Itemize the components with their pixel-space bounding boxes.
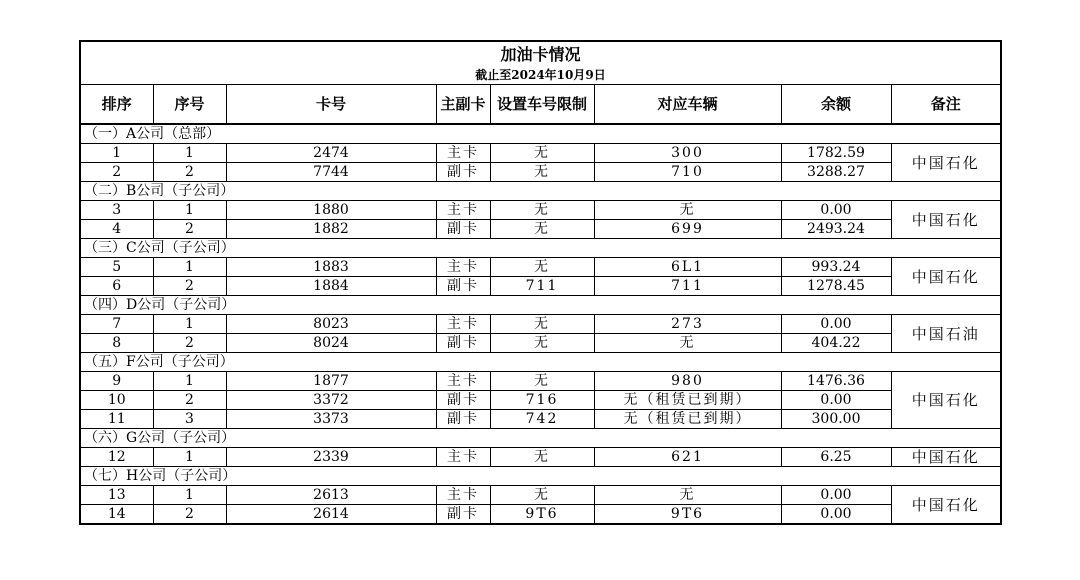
cell-plate-limit: 716 [490, 391, 594, 410]
cell-vehicle: 无 [594, 486, 781, 505]
cell-balance: 0.00 [781, 505, 891, 525]
cell-vehicle: 无（租赁已到期） [594, 391, 781, 410]
cell-plate-limit: 742 [490, 410, 594, 429]
cell-card-type: 副卡 [436, 505, 490, 525]
cell-note: 中国石化 [891, 486, 1001, 525]
group-label: （二）B公司（子公司） [80, 182, 1001, 201]
cell-note: 中国石化 [891, 201, 1001, 239]
table-row [80, 505, 1001, 525]
cell-card-type: 副卡 [436, 334, 490, 353]
cell-vehicle: 621 [594, 448, 781, 467]
cell-card-type: 副卡 [436, 220, 490, 239]
cell-seq: 3 [153, 410, 226, 429]
cell-note: 中国石化 [891, 144, 1001, 182]
group-label: （七）H公司（子公司） [80, 467, 1001, 486]
col-header-card: 卡号 [226, 85, 436, 125]
cell-card-number: 8024 [226, 334, 436, 353]
cell-balance: 6.25 [781, 448, 891, 467]
cell-rank: 2 [80, 163, 153, 182]
cell-card-type: 副卡 [436, 410, 490, 429]
col-header-limit: 设置车号限制 [490, 85, 594, 125]
group-row [80, 296, 1001, 315]
cell-seq: 1 [153, 315, 226, 334]
cell-rank: 11 [80, 410, 153, 429]
cell-balance: 0.00 [781, 486, 891, 505]
cell-balance: 300.00 [781, 410, 891, 429]
cell-rank: 14 [80, 505, 153, 525]
sheet-title: 加油卡情况 [80, 41, 1001, 66]
cell-seq: 1 [153, 258, 226, 277]
cell-balance: 2493.24 [781, 220, 891, 239]
cell-seq: 2 [153, 505, 226, 525]
cell-balance: 0.00 [781, 391, 891, 410]
group-row [80, 429, 1001, 448]
cell-card-type: 主卡 [436, 372, 490, 391]
table-row [80, 410, 1001, 429]
group-label: （一）A公司（总部） [80, 124, 1001, 144]
table-row [80, 391, 1001, 410]
cell-rank: 4 [80, 220, 153, 239]
cell-seq: 2 [153, 220, 226, 239]
col-header-rank: 排序 [80, 85, 153, 125]
cell-rank: 8 [80, 334, 153, 353]
cell-card-type: 主卡 [436, 201, 490, 220]
cell-card-number: 3373 [226, 410, 436, 429]
cell-seq: 1 [153, 448, 226, 467]
cell-rank: 9 [80, 372, 153, 391]
cell-rank: 12 [80, 448, 153, 467]
table-row [80, 334, 1001, 353]
group-row [80, 239, 1001, 258]
cell-vehicle: 9T6 [594, 505, 781, 525]
cell-card-number: 2474 [226, 144, 436, 163]
cell-note: 中国石化 [891, 448, 1001, 467]
cell-plate-limit: 711 [490, 277, 594, 296]
cell-plate-limit: 无 [490, 372, 594, 391]
cell-card-number: 8023 [226, 315, 436, 334]
cell-plate-limit: 无 [490, 220, 594, 239]
table-row [80, 258, 1001, 277]
col-header-balance: 余额 [781, 85, 891, 125]
cell-seq: 1 [153, 201, 226, 220]
cell-seq: 2 [153, 334, 226, 353]
cell-plate-limit: 9T6 [490, 505, 594, 525]
cell-plate-limit: 无 [490, 258, 594, 277]
col-header-type: 主副卡 [436, 85, 490, 125]
cell-vehicle: 980 [594, 372, 781, 391]
cell-plate-limit: 无 [490, 315, 594, 334]
cell-card-type: 主卡 [436, 486, 490, 505]
cell-balance: 1476.36 [781, 372, 891, 391]
cell-card-number: 3372 [226, 391, 436, 410]
cell-card-type: 主卡 [436, 258, 490, 277]
cell-vehicle: 无（租赁已到期） [594, 410, 781, 429]
cell-plate-limit: 无 [490, 144, 594, 163]
table-row [80, 277, 1001, 296]
cell-card-number: 2614 [226, 505, 436, 525]
table-row [80, 163, 1001, 182]
cell-balance: 993.24 [781, 258, 891, 277]
group-label: （三）C公司（子公司） [80, 239, 1001, 258]
cell-card-number: 2339 [226, 448, 436, 467]
cell-card-type: 副卡 [436, 163, 490, 182]
cell-card-type: 副卡 [436, 277, 490, 296]
cell-vehicle: 无 [594, 201, 781, 220]
cell-card-type: 主卡 [436, 448, 490, 467]
cell-vehicle: 6L1 [594, 258, 781, 277]
cell-balance: 404.22 [781, 334, 891, 353]
cell-seq: 2 [153, 163, 226, 182]
cell-card-number: 1884 [226, 277, 436, 296]
cell-card-number: 2613 [226, 486, 436, 505]
cell-seq: 1 [153, 486, 226, 505]
cell-rank: 1 [80, 144, 153, 163]
table-row [80, 315, 1001, 334]
cell-card-number: 1877 [226, 372, 436, 391]
table-row [80, 372, 1001, 391]
cell-vehicle: 300 [594, 144, 781, 163]
cell-seq: 2 [153, 391, 226, 410]
group-row [80, 182, 1001, 201]
cell-card-number: 1880 [226, 201, 436, 220]
cell-card-type: 副卡 [436, 391, 490, 410]
cell-balance: 1278.45 [781, 277, 891, 296]
cell-balance: 1782.59 [781, 144, 891, 163]
sheet-subtitle: 截止至2024年10月9日 [80, 66, 1001, 85]
cell-balance: 3288.27 [781, 163, 891, 182]
cell-card-number: 7744 [226, 163, 436, 182]
cell-seq: 2 [153, 277, 226, 296]
table-row [80, 448, 1001, 467]
cell-rank: 13 [80, 486, 153, 505]
col-header-seq: 序号 [153, 85, 226, 125]
cell-note: 中国石化 [891, 372, 1001, 429]
group-row [80, 467, 1001, 486]
fuel-card-table [79, 40, 1002, 525]
col-header-vehicle: 对应车辆 [594, 85, 781, 125]
group-row [80, 124, 1001, 144]
cell-rank: 5 [80, 258, 153, 277]
title-row [80, 41, 1001, 66]
cell-card-type: 主卡 [436, 315, 490, 334]
cell-plate-limit: 无 [490, 486, 594, 505]
cell-plate-limit: 无 [490, 163, 594, 182]
cell-plate-limit: 无 [490, 448, 594, 467]
subtitle-row [80, 66, 1001, 85]
cell-vehicle: 711 [594, 277, 781, 296]
table-row [80, 486, 1001, 505]
cell-seq: 1 [153, 372, 226, 391]
cell-card-number: 1882 [226, 220, 436, 239]
cell-note: 中国石油 [891, 315, 1001, 353]
cell-rank: 10 [80, 391, 153, 410]
group-label: （五）F公司（子公司） [80, 353, 1001, 372]
cell-seq: 1 [153, 144, 226, 163]
cell-rank: 7 [80, 315, 153, 334]
cell-plate-limit: 无 [490, 334, 594, 353]
cell-balance: 0.00 [781, 315, 891, 334]
table-row [80, 220, 1001, 239]
cell-vehicle: 273 [594, 315, 781, 334]
group-label: （六）G公司（子公司） [80, 429, 1001, 448]
group-label: （四）D公司（子公司） [80, 296, 1001, 315]
cell-note: 中国石化 [891, 258, 1001, 296]
cell-rank: 3 [80, 201, 153, 220]
group-row [80, 353, 1001, 372]
cell-card-number: 1883 [226, 258, 436, 277]
col-header-note: 备注 [891, 85, 1001, 125]
cell-card-type: 主卡 [436, 144, 490, 163]
table-row [80, 201, 1001, 220]
header-row [80, 85, 1001, 125]
cell-vehicle: 699 [594, 220, 781, 239]
cell-balance: 0.00 [781, 201, 891, 220]
cell-rank: 6 [80, 277, 153, 296]
table-row [80, 144, 1001, 163]
cell-vehicle: 710 [594, 163, 781, 182]
cell-vehicle: 无 [594, 334, 781, 353]
cell-plate-limit: 无 [490, 201, 594, 220]
